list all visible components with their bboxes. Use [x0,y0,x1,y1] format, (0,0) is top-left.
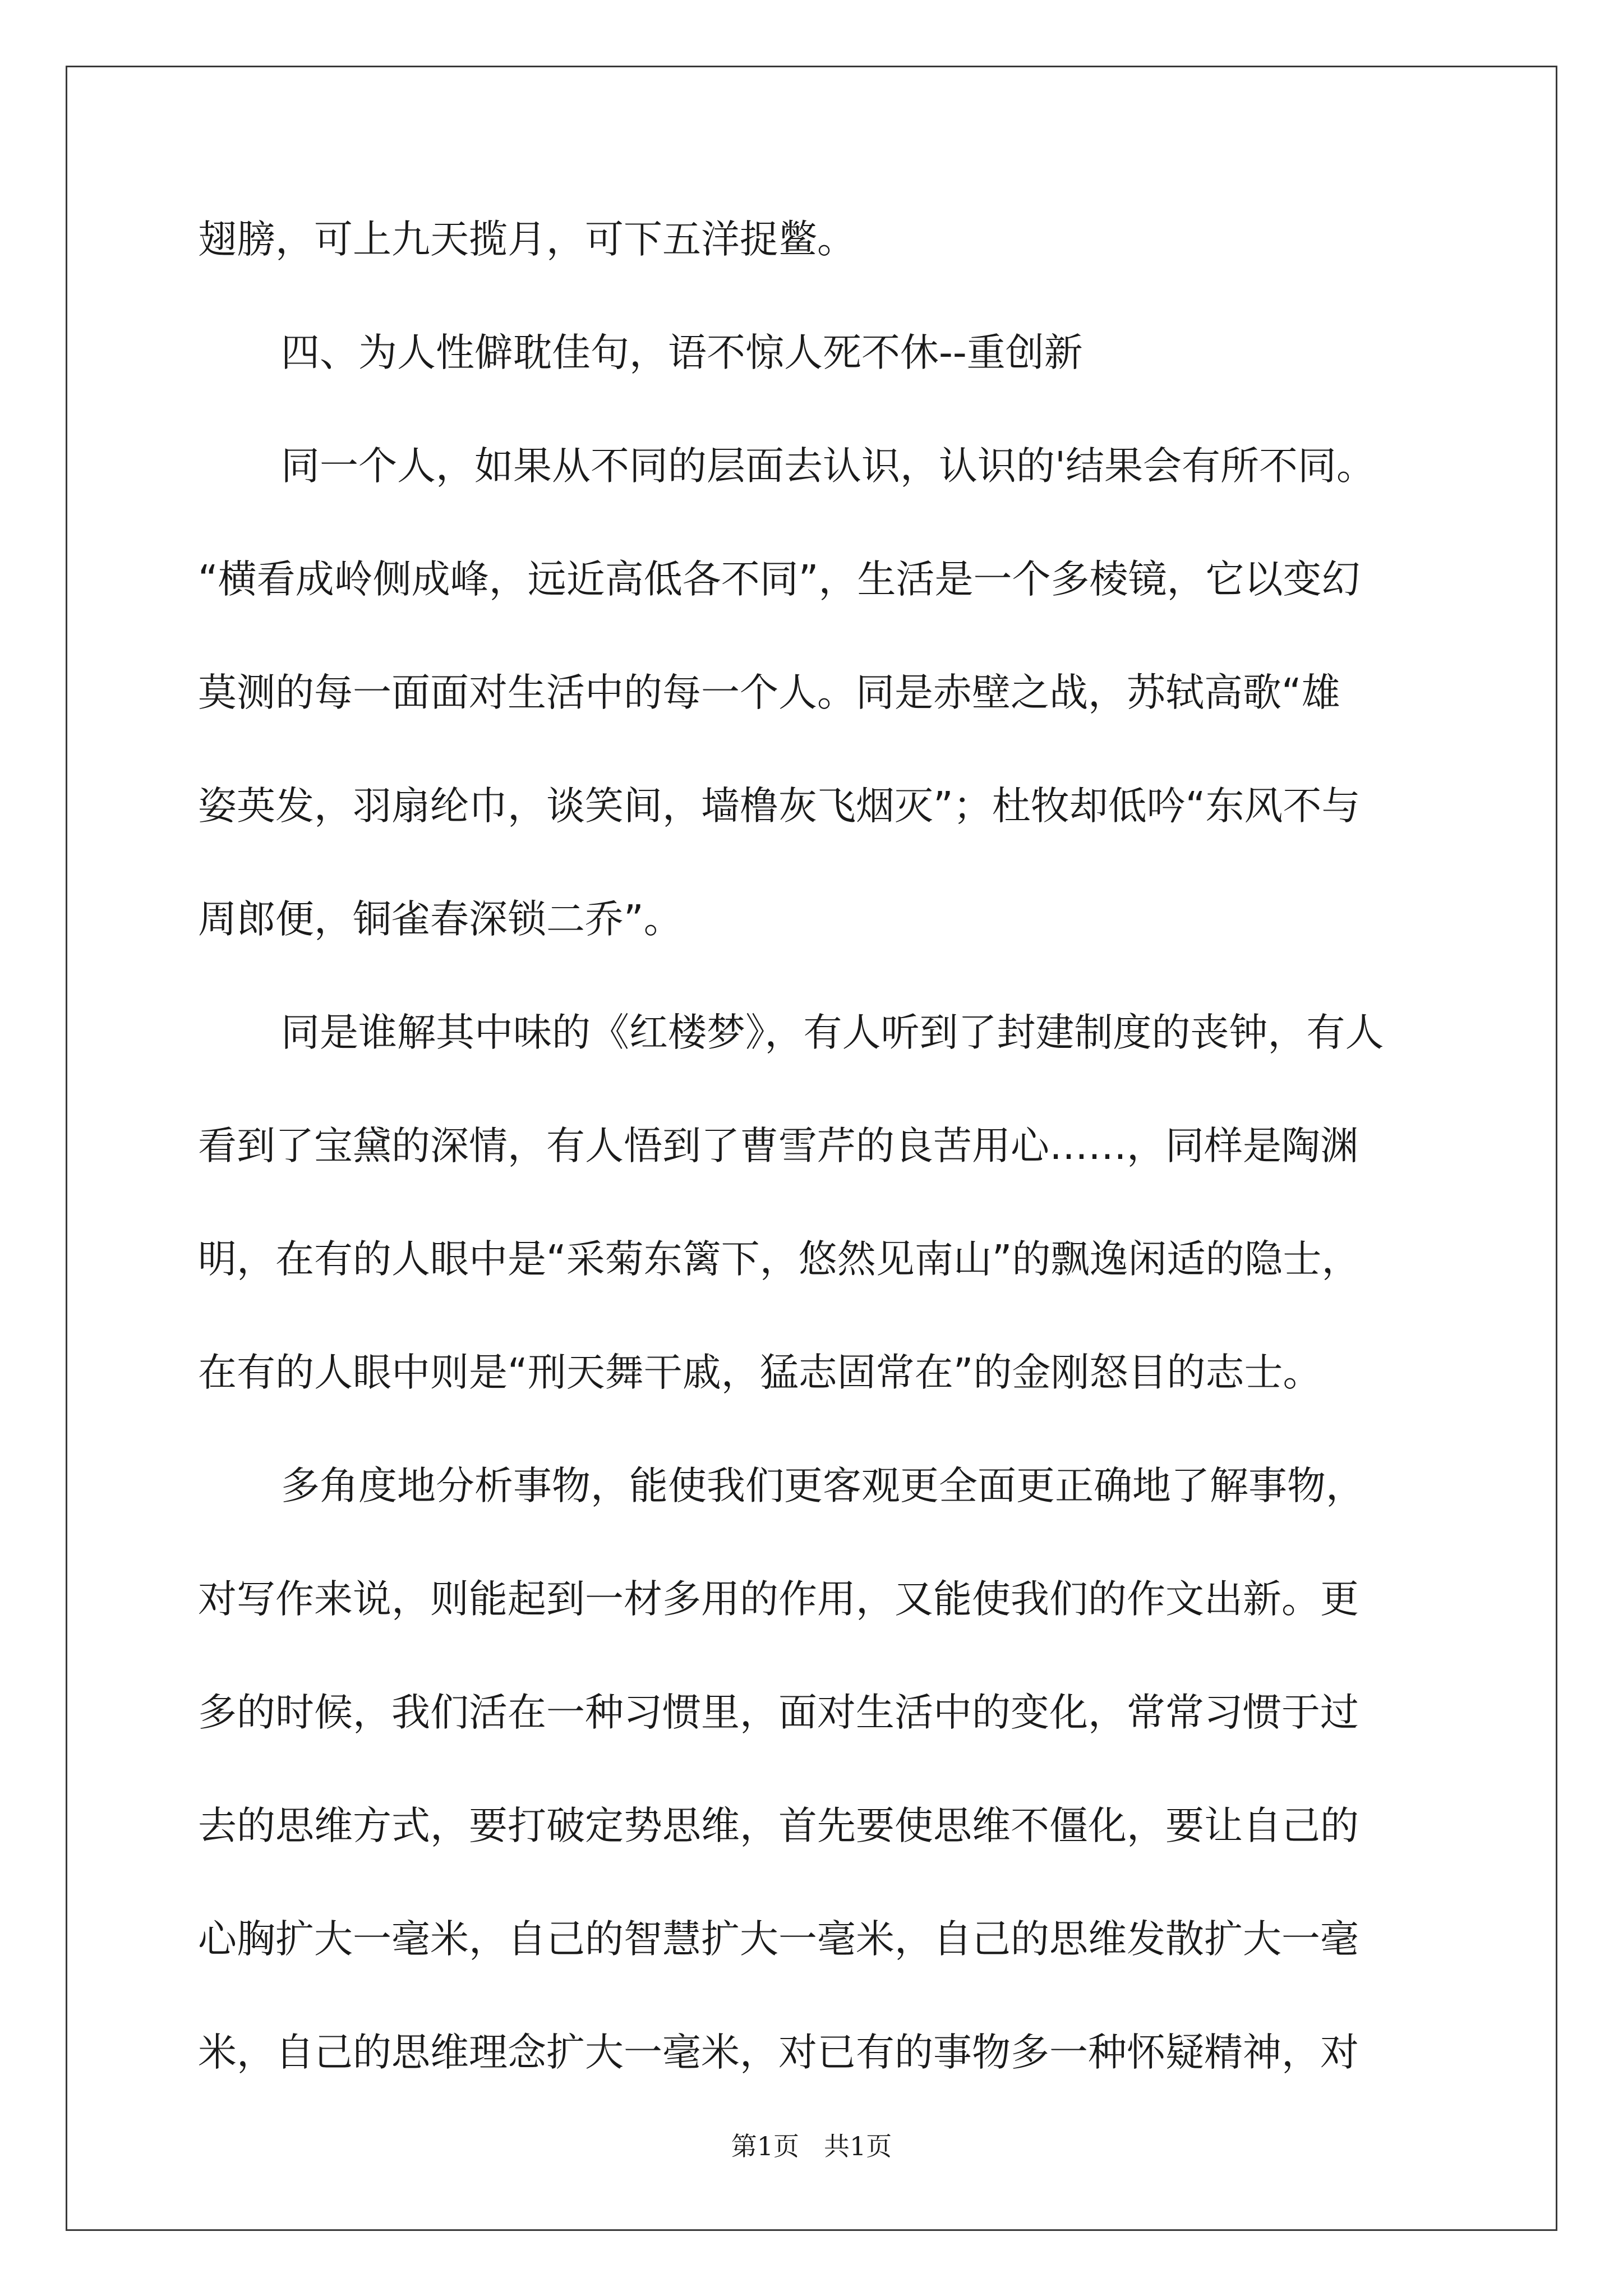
page-number: 第1页 [731,2131,800,2161]
text-line: 翅膀，可上九天揽月，可下五洋捉鳖。 [198,217,856,262]
text-line: 四、为人性僻耽佳句，语不惊人死不休--重创新 [281,330,1083,375]
text-line: 多角度地分析事物，能使我们更客观更全面更正确地了解事物， [281,1464,1364,1508]
text-line: 莫测的每一面面对生活中的每一个人。同是赤壁之战，苏轼高歌“雄 [198,670,1340,715]
text-line: 米，自己的思维理念扩大一毫米，对已有的事物多一种怀疑精神，对 [198,2030,1359,2075]
text-line: 姿英发，羽扇纶巾，谈笑间，墙橹灰飞烟灭”；杜牧却低吟“东风不与 [198,784,1361,829]
page-total: 共1页 [823,2131,892,2161]
text-line: 看到了宝黛的深情，有人悟到了曹雪芹的良苦用心……，同样是陶渊 [198,1124,1359,1168]
footer-spacer [799,2131,824,2161]
text-line: “横看成岭侧成峰，远近高低各不同”，生活是一个多棱镜，它以变幻 [198,557,1361,602]
document-body [198,208,1457,2134]
text-line: 周郎便，铜雀春深锁二乔”。 [198,897,683,942]
page-footer [0,2126,1623,2163]
text-line: 在有的人眼中则是“刑天舞干戚，猛志固常在”的金刚怒目的志士。 [198,1350,1322,1395]
text-line: 心胸扩大一毫米，自己的智慧扩大一毫米，自己的思维发散扩大一毫 [198,1917,1359,1962]
text-line: 明，在有的人眼中是“采菊东篱下，悠然见南山”的飘逸闲适的隐士， [198,1237,1361,1282]
text-line: 去的思维方式，要打破定势思维，首先要使思维不僵化，要让自己的 [198,1803,1359,1848]
text-line: 多的时候，我们活在一种习惯里，面对生活中的变化，常常习惯于过 [198,1690,1359,1735]
text-line: 同一个人，如果从不同的层面去认识，认识的'结果会有所不同。 [281,444,1375,489]
text-line: 对写作来说，则能起到一材多用的作用，又能使我们的作文出新。更 [198,1577,1359,1622]
text-line: 同是谁解其中味的《红楼梦》，有人听到了封建制度的丧钟，有人 [281,1010,1384,1055]
